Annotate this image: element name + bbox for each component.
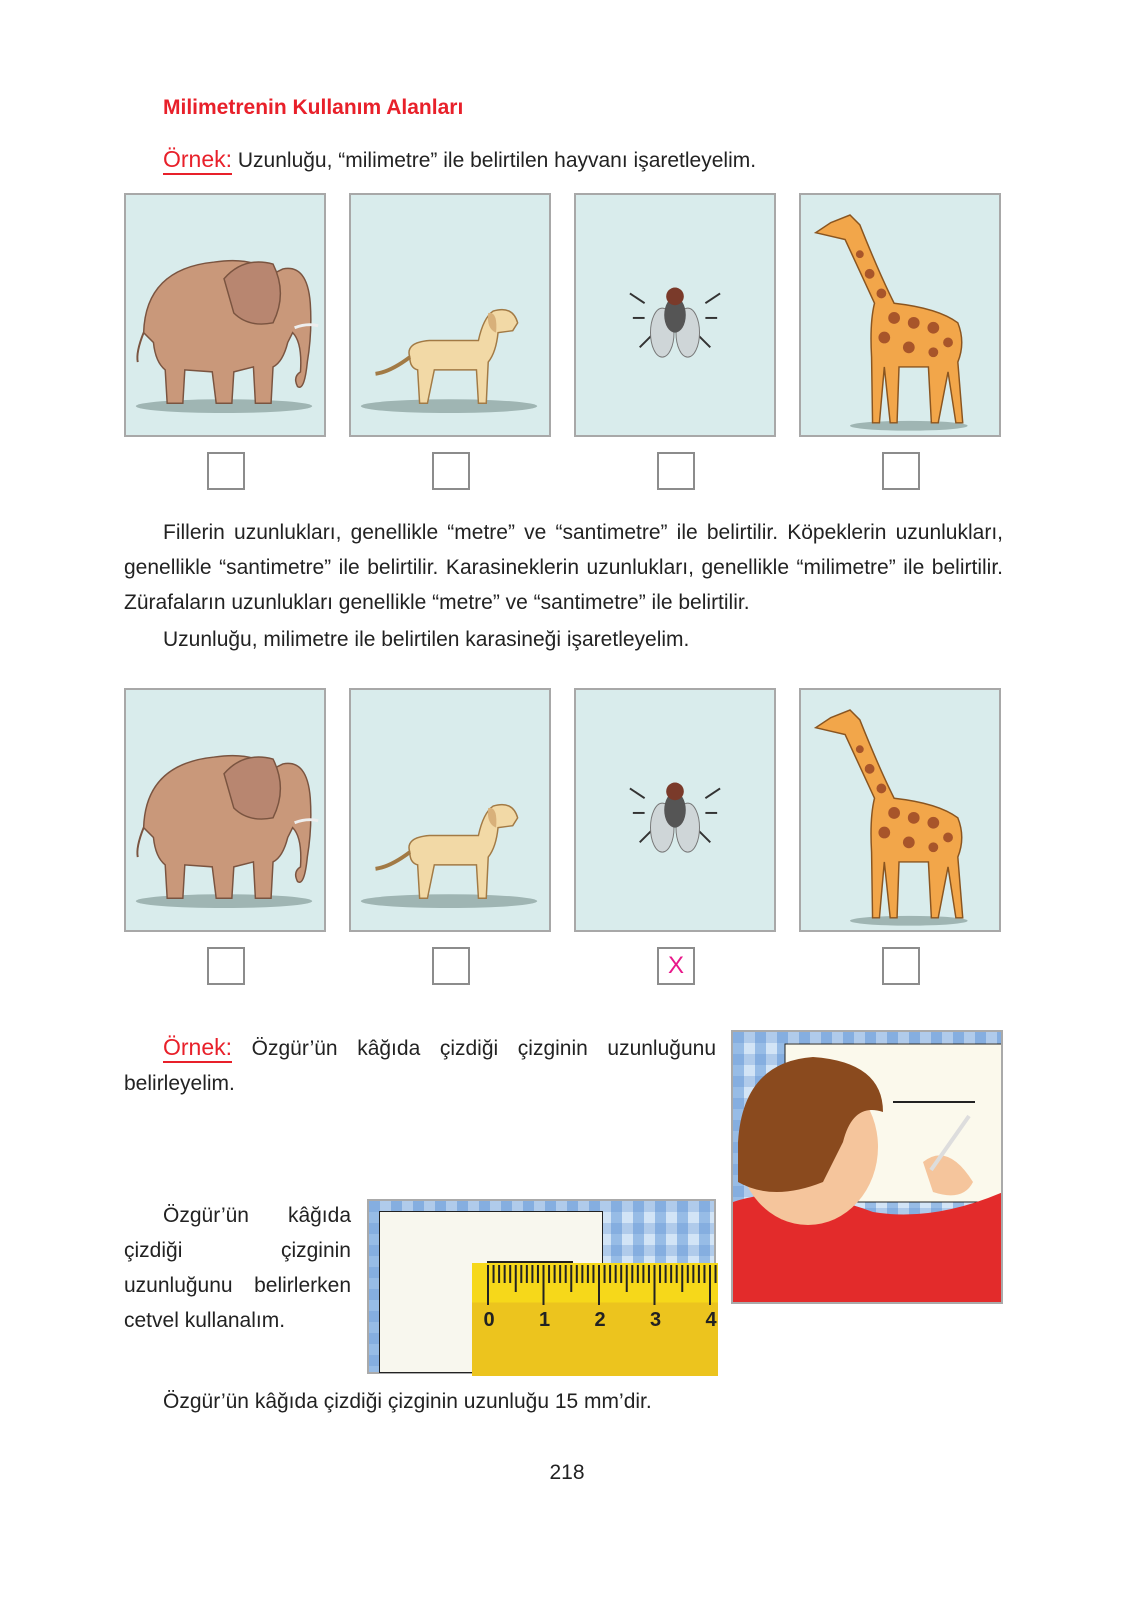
- dog-icon: [351, 195, 549, 435]
- elephant-image: [124, 193, 326, 437]
- ruler-label: 1: [538, 1309, 551, 1331]
- checkbox-fly[interactable]: X: [657, 947, 695, 985]
- explanation-paragraph: [124, 515, 1003, 620]
- dog-icon: [351, 690, 549, 930]
- example-2-text: Özgür’ün kâğıda çizdiği çizginin uzunluğunu belirleyelim.: [124, 1037, 716, 1095]
- dog-image: [349, 193, 551, 437]
- elephant-icon: [126, 690, 324, 930]
- checkbox-giraffe[interactable]: [882, 452, 920, 490]
- page-number: 218: [549, 1461, 585, 1484]
- checkbox-giraffe[interactable]: [882, 947, 920, 985]
- example-1-text: Uzunluğu, “milimetre” ile belirtilen hayvanı işaretleyelim.: [237, 149, 757, 172]
- example-1: [163, 146, 756, 173]
- boy-image: [733, 1032, 1003, 1304]
- ruler-label: 3: [649, 1309, 662, 1331]
- checkbox-elephant[interactable]: [207, 452, 245, 490]
- giraffe-icon: [801, 195, 999, 435]
- fly-icon: [576, 195, 774, 435]
- checkbox-dog[interactable]: [432, 947, 470, 985]
- giraffe-icon: [801, 690, 999, 930]
- fly-icon: [576, 690, 774, 930]
- ruler-illustration: [367, 1199, 716, 1374]
- elephant-image: [124, 688, 326, 932]
- checkbox-dog[interactable]: [432, 452, 470, 490]
- ruler-label: 2: [594, 1309, 606, 1331]
- ruler-label: 0: [483, 1309, 495, 1331]
- checkbox-elephant[interactable]: [207, 947, 245, 985]
- dog-image: [349, 688, 551, 932]
- ruler: [472, 1263, 718, 1376]
- example-label: Örnek:: [163, 146, 232, 175]
- side-text: Özgür’ün kâğıda çizdiği çizginin uzunluğunu belirlerken cetvel kullanalım.: [124, 1204, 351, 1332]
- paragraph-text: Fillerin uzunlukları, genellikle “metre” ve “santimetre” ile belirtilir. Köpeklerin uzunlukları, genellikle “santimetre” ile belirtilir. Karasineklerin uzunlukları, genellikle “milimetre” ile belirtilir. Zürafaların uzunlukları genellikle “metre” ve “santimetre” ile belirtilir.: [124, 521, 1003, 614]
- elephant-icon: [126, 195, 324, 435]
- example-label: Örnek:: [163, 1034, 232, 1063]
- fly-image: [574, 193, 776, 437]
- boy-drawing-illustration: [731, 1030, 1003, 1304]
- ruler-label: 4: [705, 1309, 717, 1331]
- checkbox-fly[interactable]: [657, 452, 695, 490]
- instruction: Uzunluğu, milimetre ile belirtilen karasineği işaretleyelim.: [163, 628, 690, 651]
- example-2: [124, 1030, 716, 1101]
- fly-image: [574, 688, 776, 932]
- conclusion: Özgür’ün kâğıda çizdiği çizginin uzunluğu 15 mm’dir.: [163, 1390, 652, 1413]
- section-title: Milimetrenin Kullanım Alanları: [163, 96, 464, 119]
- giraffe-image: [799, 688, 1001, 932]
- giraffe-image: [799, 193, 1001, 437]
